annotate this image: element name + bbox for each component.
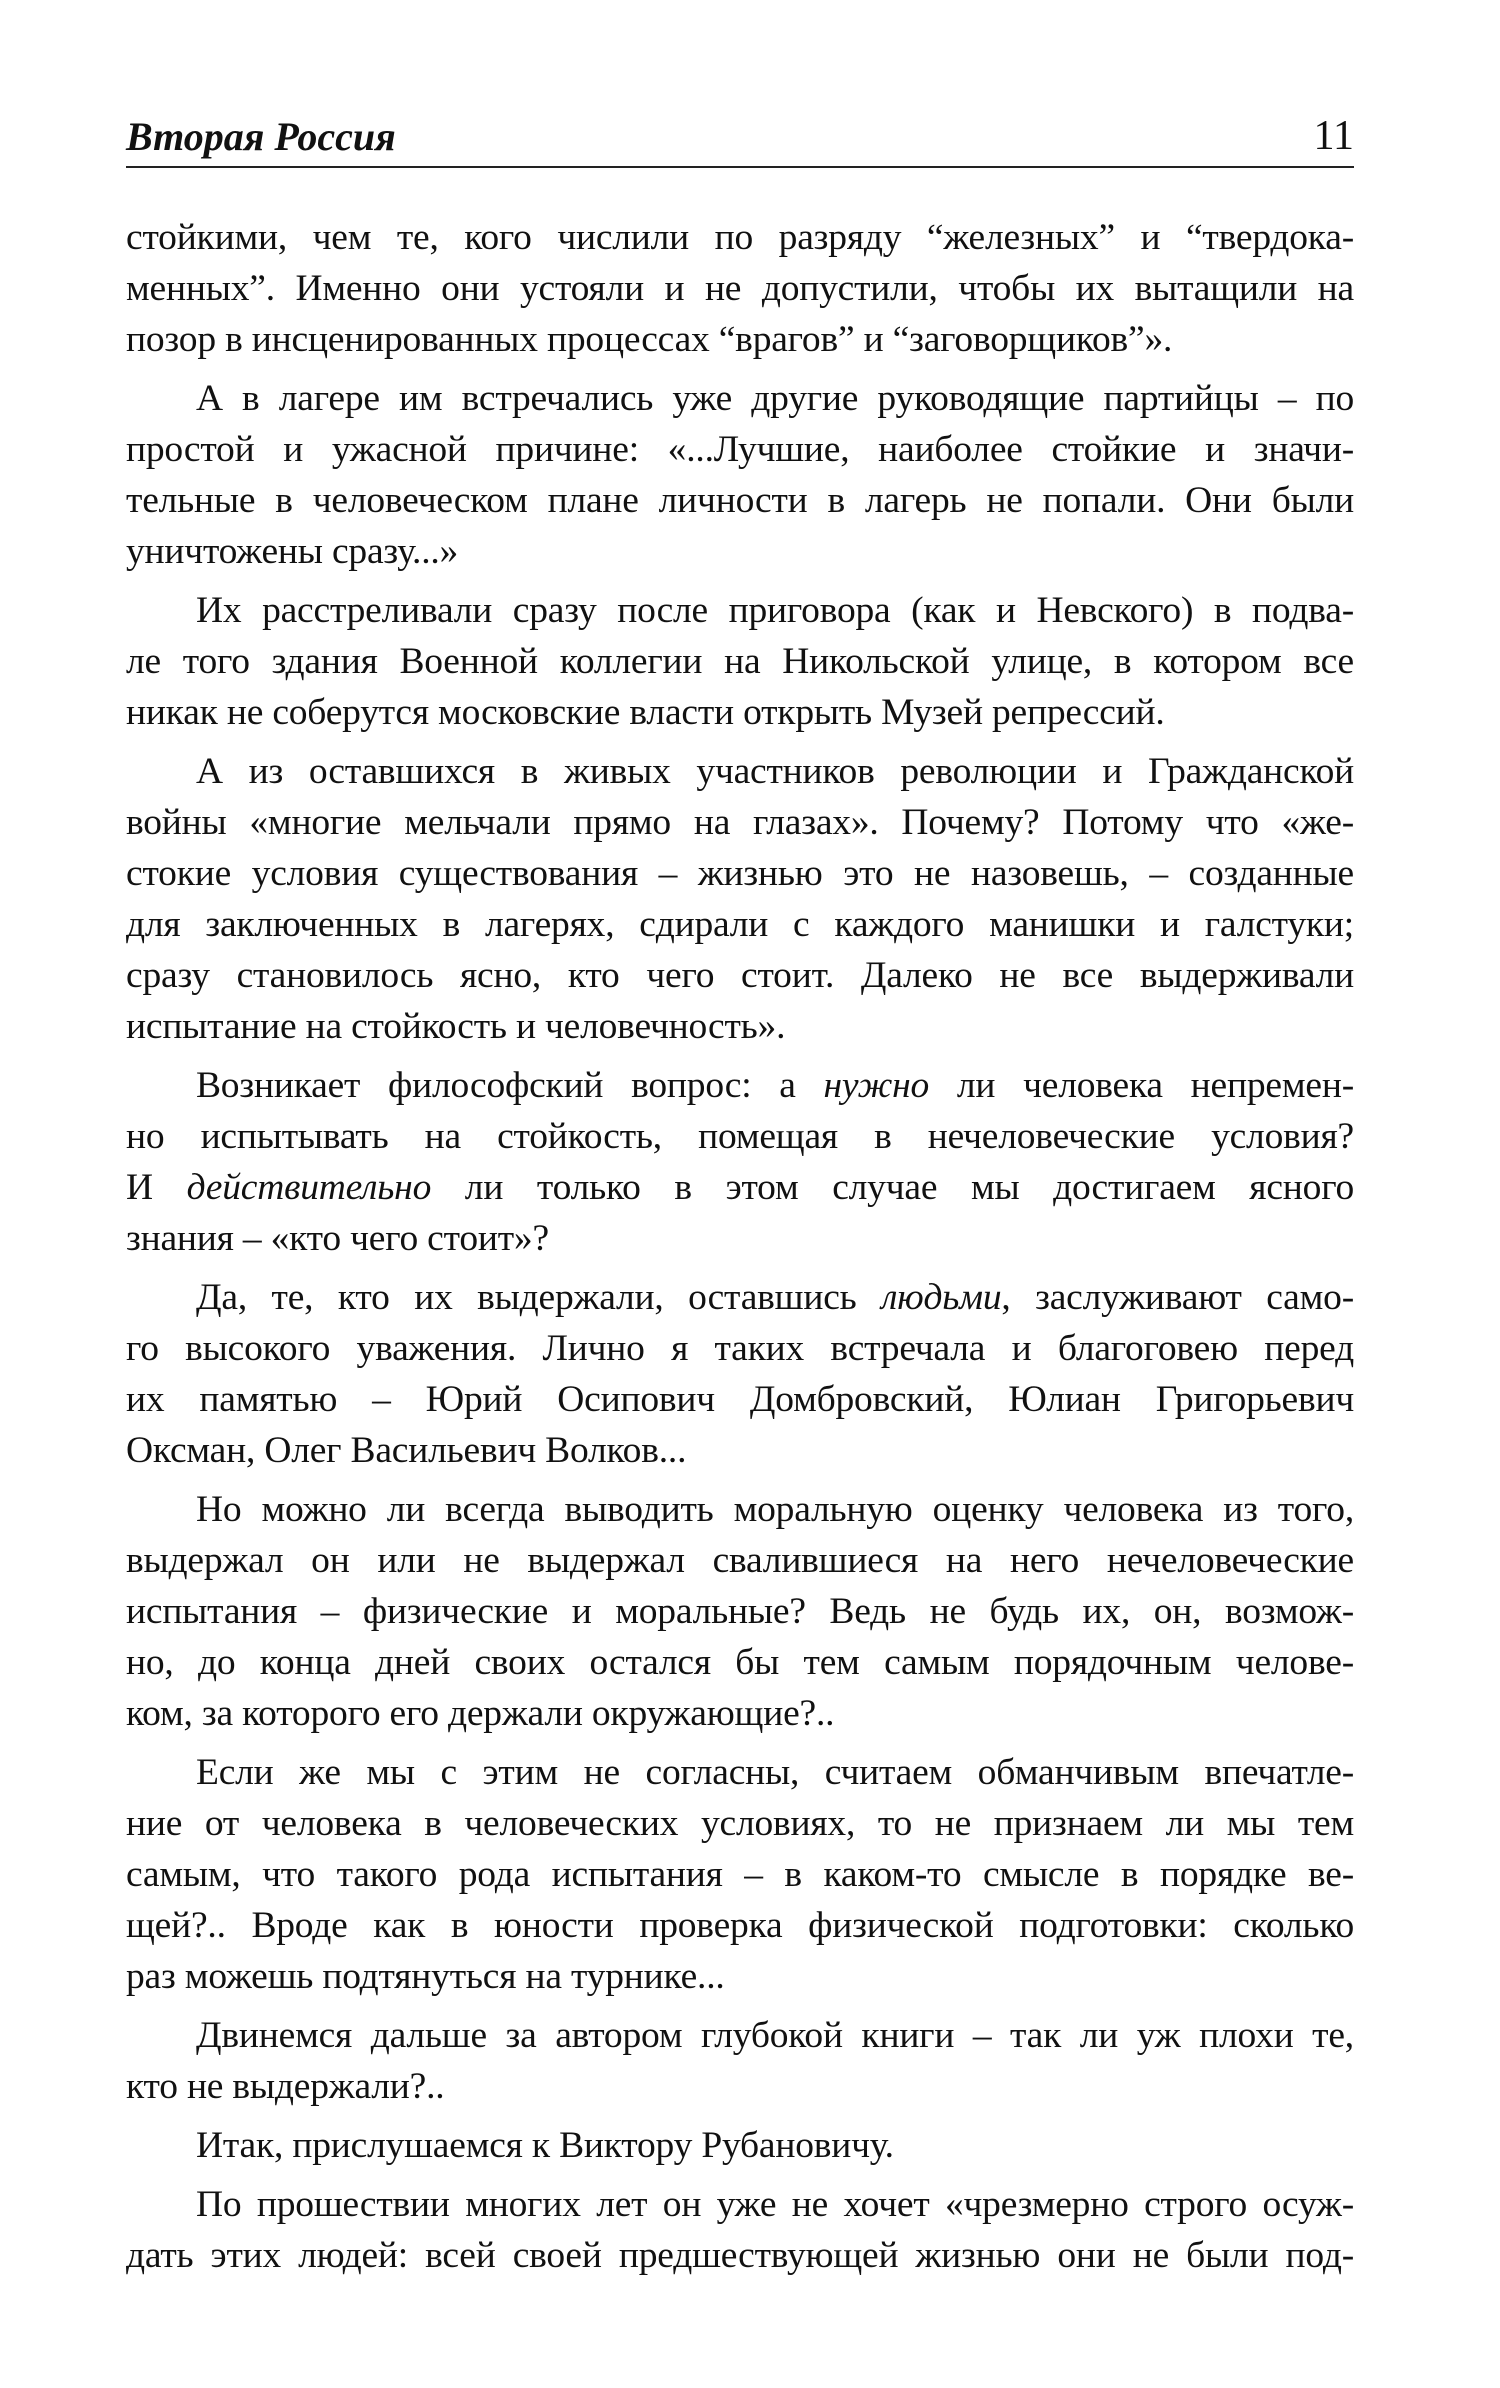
text-line: войны «многие мельчали прямо на глазах». Почему? Потому что «же-	[126, 802, 1354, 843]
text-line: самым, что такого рода испытания – в каком-то смысле в порядке ве-	[126, 1854, 1354, 1895]
running-title: Вторая Россия	[126, 114, 396, 159]
text-segment: , заслуживают само-	[1001, 1277, 1354, 1318]
page-number: 11	[1313, 113, 1354, 159]
paragraph	[126, 1484, 1354, 1739]
italic-emphasis: людьми	[881, 1277, 1002, 1318]
text-line: Двинемся дальше за автором глубокой книги – так ли уж плохи те,	[196, 2015, 1354, 2056]
text-segment: Да, те, кто их выдержали, оставшись	[196, 1277, 882, 1318]
paragraph	[126, 1272, 1354, 1476]
paragraph	[126, 212, 1354, 365]
text-line: позор в инсценированных процессах “врагов” и “заговорщиков”».	[126, 319, 1173, 360]
paragraph	[126, 2179, 1354, 2281]
text-line: стойкими, чем те, кого числили по разряду “железных” и “твердока-	[126, 217, 1354, 258]
paragraph	[126, 373, 1354, 577]
text-line: кто не выдержали?..	[126, 2066, 445, 2107]
running-header	[126, 104, 1354, 168]
text-line: их памятью – Юрий Осипович Домбровский, Юлиан Григорьевич	[126, 1379, 1354, 1420]
text-line: ком, за которого его держали окружающие?..	[126, 1693, 835, 1734]
text-line: стокие условия существования – жизнью это не назовешь, – созданные	[126, 853, 1354, 894]
text-line	[126, 1162, 1354, 1213]
text-line: щей?.. Вроде как в юности проверка физической подготовки: сколько	[126, 1905, 1354, 1946]
text-line: для заключенных в лагерях, сдирали с каждого манишки и галстуки;	[126, 904, 1354, 945]
text-line: Итак, прислушаемся к Виктору Рубановичу.	[196, 2125, 894, 2166]
text-segment: ли человека непремен-	[929, 1065, 1354, 1106]
text-line: Оксман, Олег Васильевич Волков...	[126, 1430, 687, 1471]
text-line: никак не соберутся московские власти открыть Музей репрессий.	[126, 692, 1165, 733]
text-line: го высокого уважения. Лично я таких встречала и благоговею перед	[126, 1328, 1354, 1369]
text-line	[126, 1272, 1354, 1323]
text-line: раз можешь подтянуться на турнике...	[126, 1956, 725, 1997]
text-line: ле того здания Военной коллегии на Никольской улице, в котором все	[126, 641, 1354, 682]
paragraph	[126, 585, 1354, 738]
text-line: выдержал он или не выдержал свалившиеся на него нечеловеческие	[126, 1540, 1354, 1581]
text-line: но испытывать на стойкость, помещая в нечеловеческие условия?	[126, 1116, 1354, 1157]
text-line	[126, 1060, 1354, 1111]
text-line: А из оставшихся в живых участников революции и Гражданской	[196, 751, 1354, 792]
paragraph	[126, 2010, 1354, 2112]
text-segment: И	[126, 1167, 187, 1208]
text-line: дать этих людей: всей своей предшествующей жизнью они не были под-	[126, 2235, 1354, 2276]
text-line: тельные в человеческом плане личности в лагерь не попали. Они были	[126, 480, 1354, 521]
text-line: А в лагере им встречались уже другие руководящие партийцы – по	[196, 378, 1354, 419]
text-line: но, до конца дней своих остался бы тем самым порядочным челове-	[126, 1642, 1354, 1683]
text-line: простой и ужасной причине: «...Лучшие, наиболее стойкие и значи-	[126, 429, 1354, 470]
text-line: Если же мы с этим не согласны, считаем обманчивым впечатле-	[196, 1752, 1354, 1793]
body-text	[126, 212, 1354, 2281]
text-segment: Возникает философский вопрос: а	[196, 1065, 824, 1106]
text-line: ние от человека в человеческих условиях, то не признаем ли мы тем	[126, 1803, 1354, 1844]
paragraph	[126, 1060, 1354, 1264]
text-line: испытание на стойкость и человечность».	[126, 1006, 786, 1047]
text-line: сразу становилось ясно, кто чего стоит. Далеко не все выдерживали	[126, 955, 1354, 996]
text-line: испытания – физические и моральные? Ведь не будь их, он, возмож-	[126, 1591, 1354, 1632]
text-segment: ли только в этом случае мы достигаем ясного	[431, 1167, 1355, 1208]
text-line: знания – «кто чего стоит»?	[126, 1218, 549, 1259]
italic-emphasis: действительно	[186, 1167, 432, 1208]
text-line: Их расстреливали сразу после приговора (как и Невского) в подва-	[196, 590, 1354, 631]
paragraph	[126, 746, 1354, 1052]
paragraph	[126, 1747, 1354, 2002]
text-line: Но можно ли всегда выводить моральную оценку человека из того,	[196, 1489, 1354, 1530]
text-line: уничтожены сразу...»	[126, 531, 459, 572]
paragraph	[126, 2120, 1354, 2171]
italic-emphasis: нужно	[823, 1065, 930, 1106]
text-line: По прошествии многих лет он уже не хочет «чрезмерно строго осуж-	[196, 2184, 1354, 2225]
text-line: менных”. Именно они устояли и не допустили, чтобы их вытащили на	[126, 268, 1354, 309]
